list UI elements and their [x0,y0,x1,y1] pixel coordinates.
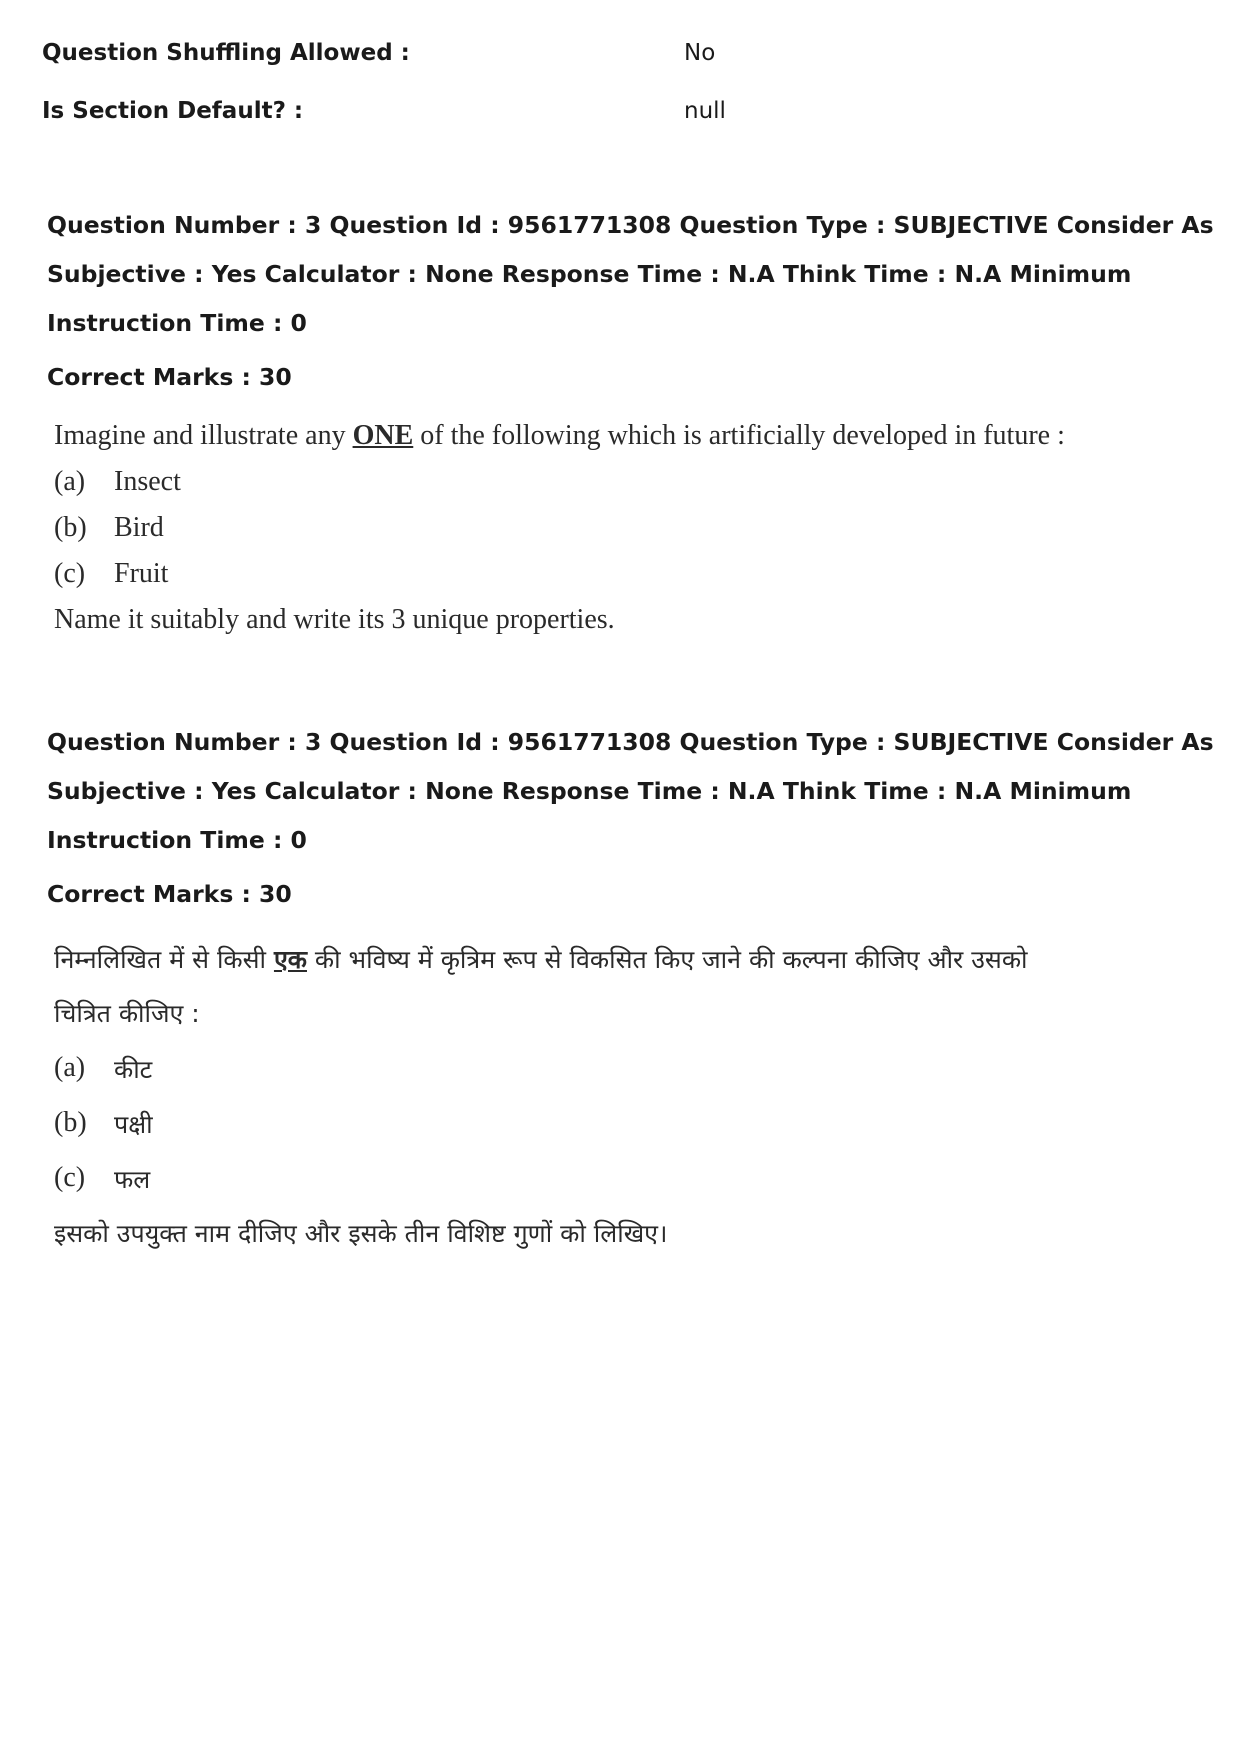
question-intro: Imagine and illustrate any ONE of the following which is artificially developed in future : [54,420,1065,451]
shuffling-value: No [684,40,716,66]
section-default-row [42,96,726,126]
question-closing: Name it suitably and write its 3 unique properties. [54,604,615,635]
question-header: Question Number : 3 Question Id : 9561771308 Question Type : SUBJECTIVE Consider As Subjective : Yes Calculator : None Response Time : N.A Think Time : N.A Minimum Instruction Time : 0 [47,728,1214,854]
shuffling-label: Question Shuffling Allowed : [42,40,410,66]
emphasis-one: एक [273,945,307,974]
shuffling-row [42,38,716,68]
question-intro: निम्नलिखित में से किसी एक की भविष्य में कृत्रिम रूप से विकसित किए जाने की कल्पना कीजिए और उसको [54,945,1028,974]
question-header: Question Number : 3 Question Id : 9561771308 Question Type : SUBJECTIVE Consider As Subjective : Yes Calculator : None Response Time : N.A Think Time : N.A Minimum Instruction Time : 0 [47,211,1214,337]
question-intro-line2: चित्रित कीजिए : [54,999,200,1028]
correct-marks: Correct Marks : 30 [47,363,292,391]
section-default-label: Is Section Default? : [42,98,304,124]
section-default-value: null [684,98,726,124]
emphasis-one: ONE [352,420,414,451]
question-closing: इसको उपयुक्त नाम दीजिए और इसके तीन विशिष्ट गुणों को लिखिए। [54,1219,668,1248]
correct-marks: Correct Marks : 30 [47,880,292,908]
